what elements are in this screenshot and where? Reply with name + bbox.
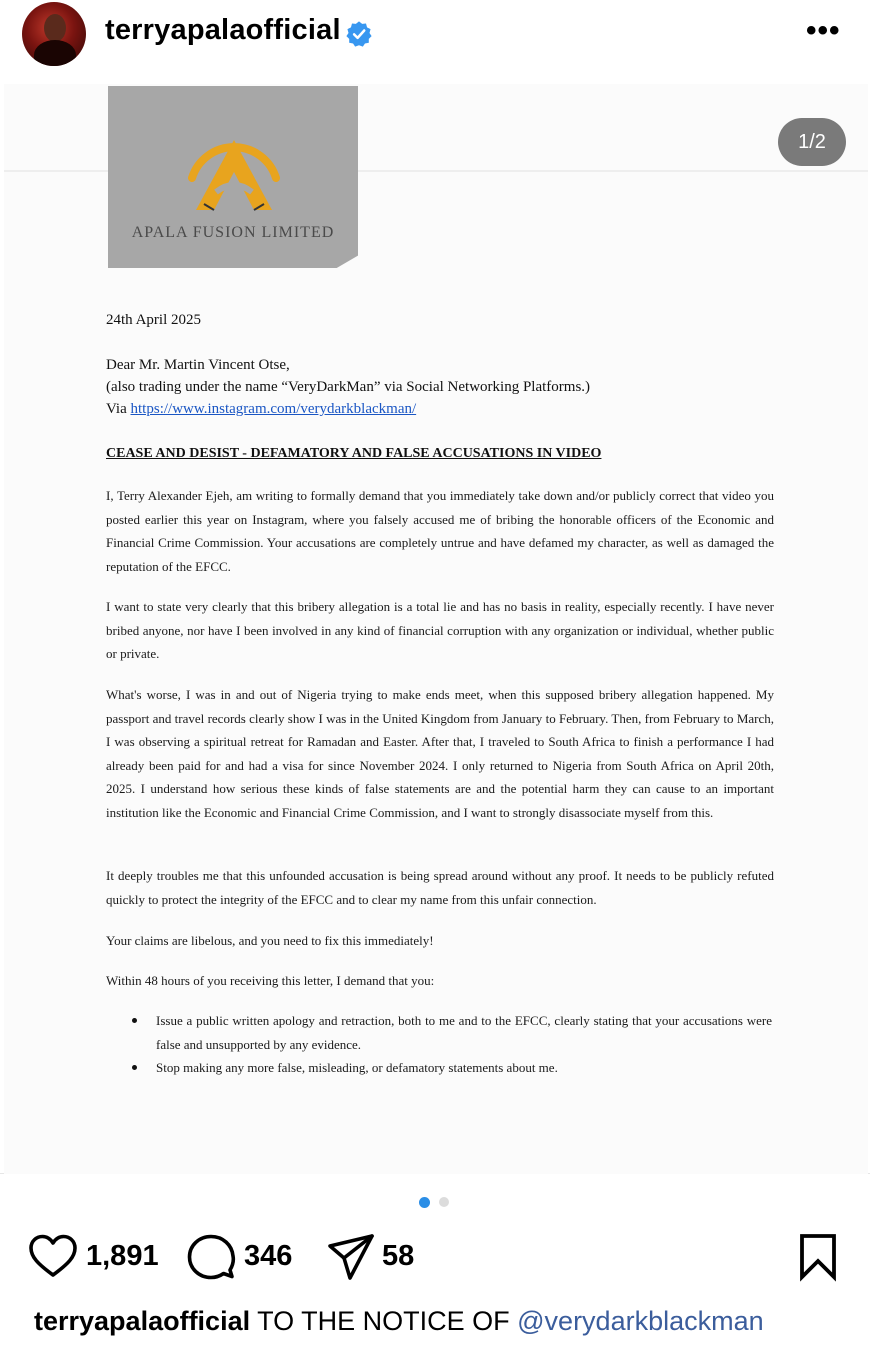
heart-icon bbox=[28, 1232, 78, 1282]
bullet-text: Stop making any more false, misleading, or defamatory statements about me. bbox=[156, 1060, 558, 1075]
bullet-text: Issue a public written apology and retraction, both to me and to the EFCC, clearly stating that your accusations were false and unsupported by any evidence. bbox=[156, 1013, 772, 1052]
company-name: APALA FUSION LIMITED bbox=[131, 224, 335, 241]
company-logo bbox=[108, 86, 358, 268]
post-header bbox=[0, 0, 870, 70]
letter-paragraph: I want to state very clearly that this bribery allegation is a total lie and has no basis in reality, especially recently. I have never bribed anyone, nor have I been involved in any kind of financial corruption with any organization or individual, whether public or private. bbox=[106, 599, 774, 661]
carousel-indicator bbox=[0, 1197, 870, 1209]
letter-document bbox=[4, 84, 868, 1174]
salutation-via bbox=[106, 398, 774, 420]
letter-bullet bbox=[132, 1009, 772, 1056]
carousel-dot bbox=[439, 1197, 449, 1207]
avatar-face bbox=[44, 14, 66, 42]
post-caption bbox=[34, 1306, 764, 1337]
action-bar bbox=[0, 1232, 870, 1286]
avatar-body bbox=[34, 40, 76, 66]
salutation-line-1: Dear Mr. Martin Vincent Otse, bbox=[106, 357, 290, 373]
avatar[interactable] bbox=[22, 2, 86, 66]
letter-salutation bbox=[106, 354, 774, 420]
carousel-dot-active bbox=[419, 1197, 430, 1208]
post-media[interactable] bbox=[0, 84, 870, 1174]
send-icon bbox=[326, 1232, 376, 1282]
comment-icon bbox=[186, 1232, 236, 1282]
letter-paragraph: It deeply troubles me that this unfounded accusation is being spread around without any proof. It needs to be publicly refuted quickly to protect the integrity of the EFCC and to clear my name from this unfair connection. bbox=[106, 868, 774, 907]
share-count: 58 bbox=[382, 1240, 415, 1272]
via-prefix: Via bbox=[106, 401, 131, 417]
comment-count: 346 bbox=[244, 1240, 293, 1272]
caption-mention-link[interactable]: @verydarkblackman bbox=[517, 1306, 764, 1336]
via-link: https://www.instagram.com/verydarkblackman/ bbox=[130, 401, 417, 417]
salutation-line-2: (also trading under the name “VeryDarkMan” via Social Networking Platforms.) bbox=[106, 379, 591, 395]
letter-heading: CEASE AND DESIST - DEFAMATORY AND FALSE ACCUSATIONS IN VIDEO bbox=[106, 446, 602, 461]
caption-text: TO THE NOTICE OF bbox=[250, 1306, 518, 1336]
letter-date: 24th April 2025 bbox=[106, 312, 202, 328]
bullet-dot-icon bbox=[132, 1018, 137, 1023]
bookmark-icon[interactable] bbox=[798, 1232, 838, 1282]
page-indicator: 1/2 bbox=[778, 118, 846, 166]
letter-paragraph: I, Terry Alexander Ejeh, am writing to formally demand that you immediately take down and/or publicly correct that video you posted earlier this year on Instagram, where you falsely accused me of bribing the honorable officers of the Economic and Financial Crime Commission. Your accusations are completely untrue and have defamed my character, as well as damaged the reputation of the EFCC. bbox=[106, 488, 774, 574]
letter-bullet bbox=[132, 1056, 772, 1080]
username-link[interactable]: terryapalaofficial bbox=[105, 14, 341, 46]
caption-username[interactable]: terryapalaofficial bbox=[34, 1306, 251, 1336]
like-count: 1,891 bbox=[86, 1240, 159, 1272]
letter-paragraph: Within 48 hours of you receiving this letter, I demand that you: bbox=[106, 973, 435, 988]
letter-paragraph: What's worse, I was in and out of Nigeria trying to make ends meet, when this supposed bribery allegation happened. My passport and travel records clearly show I was in the United Kingdom from January to February. Then, from February to March, I was observing a spiritual retreat for Ramadan and Easter. After that, I traveled to South Africa to finish a performance I had already been paid for and had a visa for since November 2024. I only returned to Nigeria from South Africa on April 20th, 2025. I understand how serious these kinds of false statements are and the potential harm they can cause to an important institution like the Economic and Financial Crime Commission, and I want to strongly disassociate myself from this. bbox=[106, 687, 774, 820]
apala-logo-icon bbox=[174, 118, 294, 218]
more-options-button[interactable]: ••• bbox=[806, 14, 841, 47]
verified-badge-icon bbox=[345, 20, 373, 48]
bullet-dot-icon bbox=[132, 1065, 137, 1070]
letter-paragraph: Your claims are libelous, and you need to fix this immediately! bbox=[106, 933, 434, 948]
